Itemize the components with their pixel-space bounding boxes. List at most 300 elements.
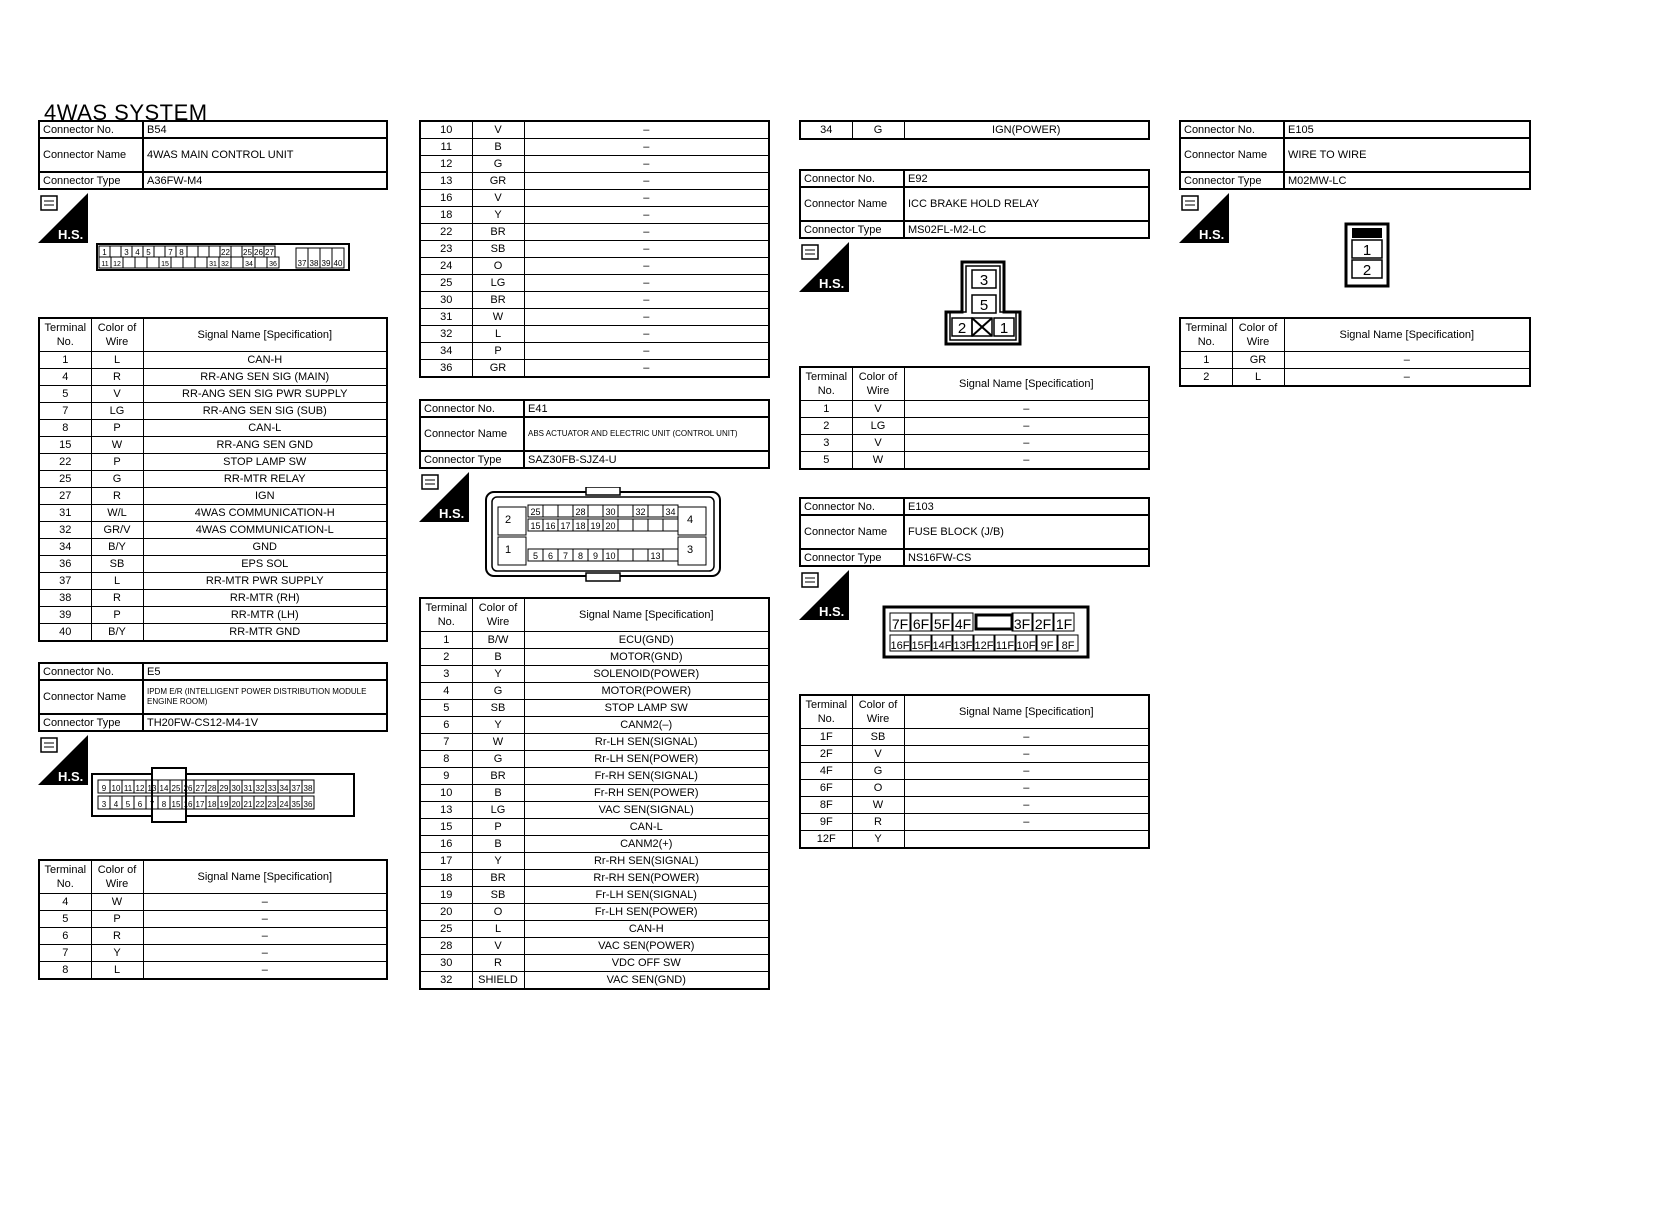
signal-cell: – <box>143 945 387 962</box>
page-title: 4WAS SYSTEM <box>44 100 208 125</box>
pin-cavity <box>198 246 209 257</box>
pin-cavity <box>231 246 242 257</box>
table-row <box>420 258 769 275</box>
pin-label: 7F <box>891 616 909 632</box>
pin-label: 11F <box>995 640 1015 652</box>
signal-cell: – <box>524 173 769 190</box>
hs-text: H.S. <box>819 276 845 291</box>
signal-cell: – <box>524 207 769 224</box>
terminal-cell: 39 <box>39 607 91 624</box>
color-cell: GR/V <box>91 522 143 539</box>
table-row <box>39 894 387 911</box>
table-row <box>39 471 387 488</box>
terminal-cell: 16 <box>420 190 472 207</box>
pin-label: 27 <box>265 248 274 257</box>
pin-label: 30 <box>231 784 241 793</box>
e41-terminal-table <box>419 597 770 990</box>
table-row <box>420 717 769 734</box>
signal-cell: MOTOR(GND) <box>524 649 769 666</box>
color-cell: G <box>472 156 524 173</box>
table-row <box>800 452 1149 470</box>
signal-cell: – <box>143 928 387 945</box>
table-row <box>420 870 769 887</box>
terminal-cell: 6 <box>39 928 91 945</box>
color-cell: LG <box>472 802 524 819</box>
color-cell: R <box>852 814 904 831</box>
signal-cell: – <box>524 309 769 326</box>
pin-label: 16 <box>183 800 193 809</box>
terminal-cell: 1 <box>420 632 472 649</box>
color-cell: Y <box>472 717 524 734</box>
color-cell: B <box>472 785 524 802</box>
terminal-cell: 22 <box>39 454 91 471</box>
color-cell: L <box>472 326 524 343</box>
pin-cavity <box>255 257 267 268</box>
table-row <box>39 607 387 624</box>
signal-cell: – <box>1284 352 1530 369</box>
color-cell: W <box>852 452 904 470</box>
color-cell: BR <box>472 870 524 887</box>
terminal-cell: 18 <box>420 870 472 887</box>
signal-cell: ECU(GND) <box>524 632 769 649</box>
color-cell: BR <box>472 224 524 241</box>
signal-cell: STOP LAMP SW <box>143 454 387 471</box>
e103-terminal-table <box>799 694 1150 849</box>
harness-side-icon <box>38 193 88 243</box>
table-row <box>420 819 769 836</box>
table-row <box>39 437 387 454</box>
e41-header-table <box>419 399 770 469</box>
color-cell: SHIELD <box>472 972 524 990</box>
pin-label: 24 <box>279 800 289 809</box>
color-cell: O <box>852 780 904 797</box>
signal-cell <box>904 831 1149 849</box>
terminal-cell: 32 <box>39 522 91 539</box>
terminal-cell: 20 <box>420 904 472 921</box>
signal-cell: 4WAS COMMUNICATION-L <box>143 522 387 539</box>
table-row <box>420 836 769 853</box>
terminal-cell: 7 <box>39 945 91 962</box>
connector-type-label: Connector Type <box>800 549 904 566</box>
signal-cell: RR-MTR PWR SUPPLY <box>143 573 387 590</box>
terminal-cell: 37 <box>39 573 91 590</box>
pin-label: 6F <box>912 616 930 632</box>
pin-label: 5 <box>979 297 989 314</box>
connector-type-label: Connector Type <box>39 172 143 189</box>
color-cell: W <box>852 797 904 814</box>
pin-cavity <box>209 246 220 257</box>
pin-label: 26 <box>183 784 193 793</box>
table-row <box>800 401 1149 418</box>
signal-cell: – <box>904 452 1149 470</box>
signal-cell: VAC SEN(SIGNAL) <box>524 802 769 819</box>
pin-label: 12F <box>974 640 994 652</box>
pin-label: 3 <box>101 800 107 809</box>
signal-cell: RR-ANG SEN SIG (MAIN) <box>143 369 387 386</box>
pin-label: 23 <box>267 800 277 809</box>
color-cell: BR <box>472 768 524 785</box>
harness-side-icon <box>38 735 88 785</box>
color-cell: B <box>472 139 524 156</box>
pin-label: 14F <box>932 640 952 652</box>
table-row <box>800 746 1149 763</box>
terminal-cell: 8 <box>39 420 91 437</box>
pin-label: 26 <box>254 248 263 257</box>
pin-label: 19 <box>219 800 229 809</box>
color-cell: L <box>91 573 143 590</box>
connector-type-value: M02MW-LC <box>1284 172 1530 189</box>
pin-label: 38 <box>309 259 319 268</box>
terminal-cell: 15 <box>420 819 472 836</box>
pin-label: 4 <box>686 514 694 526</box>
terminal-cell: 10 <box>420 121 472 139</box>
table-row <box>39 539 387 556</box>
pin-label: 17 <box>195 800 205 809</box>
signal-cell: Rr-RH SEN(SIGNAL) <box>524 853 769 870</box>
color-cell: R <box>472 955 524 972</box>
signal-cell: – <box>524 241 769 258</box>
signal-cell: CAN-H <box>524 921 769 938</box>
table-row <box>420 955 769 972</box>
pin-label: 17 <box>560 521 571 531</box>
table-row <box>420 121 769 139</box>
pin-label: 25 <box>171 784 181 793</box>
pin-label: 37 <box>297 259 307 268</box>
table-row <box>800 418 1149 435</box>
terminal-cell: 1 <box>1180 352 1232 369</box>
color-header: Color of Wire <box>91 318 143 352</box>
table-row <box>420 700 769 717</box>
hs-text: H.S. <box>819 604 845 619</box>
terminal-cell: 12 <box>420 156 472 173</box>
pin-label: 7 <box>149 800 155 809</box>
pin-cavity <box>558 505 573 517</box>
color-cell: Y <box>472 666 524 683</box>
color-cell: G <box>472 751 524 768</box>
signal-header: Signal Name [Specification] <box>1284 318 1530 352</box>
e41-connector-diagram <box>478 487 732 583</box>
pin-label: 33 <box>267 784 277 793</box>
table-row <box>39 403 387 420</box>
table-row <box>420 785 769 802</box>
pin-label: 40 <box>333 259 343 268</box>
signal-cell: – <box>143 911 387 928</box>
e103-connector-diagram <box>882 605 1090 659</box>
pin-label: 12 <box>135 784 145 793</box>
terminal-no-header: Terminal No. <box>800 695 852 729</box>
terminal-cell: 13 <box>420 173 472 190</box>
color-cell: R <box>91 590 143 607</box>
connector-no-label: Connector No. <box>420 400 524 417</box>
key-slot <box>976 615 1012 629</box>
connector-name-label: Connector Name <box>420 417 524 451</box>
signal-cell: – <box>524 343 769 360</box>
terminal-cell: 1 <box>800 401 852 418</box>
signal-cell: – <box>524 121 769 139</box>
connector-no-value: E105 <box>1284 121 1530 138</box>
terminal-cell: 16 <box>420 836 472 853</box>
pin-label: 9F <box>1040 640 1054 652</box>
pin-label: 1 <box>504 544 512 556</box>
pin-label: 2 <box>1362 262 1372 279</box>
connector-no-value: E41 <box>524 400 769 417</box>
color-cell: SB <box>472 700 524 717</box>
color-cell: W/L <box>91 505 143 522</box>
connector-no-value: E5 <box>143 663 387 680</box>
pin-label: 20 <box>231 800 241 809</box>
signal-header: Signal Name [Specification] <box>143 318 387 352</box>
e105-connector-diagram <box>1344 222 1390 288</box>
pin-label: 2F <box>1034 616 1052 632</box>
harness-side-icon <box>1179 193 1229 243</box>
connector-type-value: MS02FL-M2-LC <box>904 221 1149 238</box>
pin-label: 25 <box>530 507 541 517</box>
pin-label: 32 <box>221 261 229 268</box>
signal-cell: – <box>524 258 769 275</box>
terminal-cell: 5 <box>420 700 472 717</box>
terminal-cell: 12F <box>800 831 852 849</box>
signal-cell: – <box>524 224 769 241</box>
pin-cavity <box>135 257 147 268</box>
connector-type-label: Connector Type <box>420 451 524 468</box>
table-row <box>420 802 769 819</box>
terminal-cell: 38 <box>39 590 91 607</box>
color-cell: Y <box>472 853 524 870</box>
table-row <box>420 768 769 785</box>
terminal-cell: 4F <box>800 763 852 780</box>
color-cell: P <box>472 343 524 360</box>
table-row <box>420 972 769 990</box>
terminal-cell: 25 <box>39 471 91 488</box>
pin-cavity <box>498 537 526 565</box>
terminal-cell: 32 <box>420 326 472 343</box>
terminal-cell: 30 <box>420 955 472 972</box>
hs-text: H.S. <box>1199 227 1225 242</box>
table-row <box>800 780 1149 797</box>
color-cell: SB <box>852 729 904 746</box>
pin-label: 19 <box>590 521 601 531</box>
pin-label: 11 <box>123 784 133 793</box>
pin-label: 34 <box>279 784 289 793</box>
connector-name-label: Connector Name <box>39 680 143 714</box>
table-row <box>420 666 769 683</box>
terminal-cell: 9F <box>800 814 852 831</box>
signal-cell: – <box>904 763 1149 780</box>
signal-cell: – <box>143 894 387 911</box>
connector-type-value: NS16FW-CS <box>904 549 1149 566</box>
pin-label: 5 <box>146 248 151 257</box>
color-cell: G <box>852 763 904 780</box>
pin-label: 9 <box>592 551 599 561</box>
color-cell: GR <box>1232 352 1284 369</box>
pin-label: 16 <box>545 521 556 531</box>
pin-cavity <box>663 549 678 561</box>
pin-label: 7 <box>562 551 569 561</box>
terminal-no-header: Terminal No. <box>39 318 91 352</box>
table-row <box>800 729 1149 746</box>
signal-cell: CAN-L <box>524 819 769 836</box>
signal-cell: Fr-LH SEN(POWER) <box>524 904 769 921</box>
color-cell: B/W <box>472 632 524 649</box>
table-row <box>800 121 1149 139</box>
pin-label: 10F <box>1016 640 1036 652</box>
color-cell: GR <box>472 360 524 378</box>
color-cell: Y <box>91 945 143 962</box>
pin-label: 18 <box>575 521 586 531</box>
table-row <box>420 139 769 156</box>
pin-label: 36 <box>303 800 313 809</box>
terminal-no-header: Terminal No. <box>420 598 472 632</box>
color-cell: LG <box>91 403 143 420</box>
terminal-no-header: Terminal No. <box>800 367 852 401</box>
pin-cavity <box>648 519 663 531</box>
e92-terminal-table <box>799 366 1150 470</box>
pin-label: 32 <box>255 784 265 793</box>
e5-terminal-table <box>38 859 388 980</box>
connector-name-value: ABS ACTUATOR AND ELECTRIC UNIT (CONTROL UNIT) <box>524 417 769 451</box>
pin-label: 3 <box>686 544 694 556</box>
table-row <box>420 938 769 955</box>
pin-label: 37 <box>291 784 301 793</box>
signal-cell: – <box>524 139 769 156</box>
connector-type-label: Connector Type <box>800 221 904 238</box>
terminal-cell: 17 <box>420 853 472 870</box>
signal-cell: – <box>904 418 1149 435</box>
table-row <box>420 751 769 768</box>
pin-cavity <box>618 519 633 531</box>
signal-cell: – <box>524 326 769 343</box>
table-row <box>39 505 387 522</box>
signal-cell: – <box>904 435 1149 452</box>
connector-type-value: TH20FW-CS12-M4-1V <box>143 714 387 731</box>
pin-label: 15 <box>161 261 169 268</box>
table-row <box>420 224 769 241</box>
signal-cell: – <box>904 746 1149 763</box>
e105-terminal-table <box>1179 317 1531 387</box>
table-row <box>420 734 769 751</box>
connector-no-label: Connector No. <box>39 663 143 680</box>
color-cell: L <box>91 962 143 980</box>
color-cell: LG <box>852 418 904 435</box>
table-row <box>800 435 1149 452</box>
pin-label: 15F <box>911 640 931 652</box>
color-cell: W <box>472 309 524 326</box>
color-header: Color of Wire <box>852 367 904 401</box>
terminal-cell: 8 <box>420 751 472 768</box>
pin-cavity <box>110 246 121 257</box>
harness-side-icon <box>799 242 849 292</box>
signal-cell: – <box>524 292 769 309</box>
signal-cell: – <box>524 156 769 173</box>
terminal-cell: 4 <box>39 369 91 386</box>
color-cell: L <box>1232 369 1284 387</box>
pin-label: 31 <box>209 261 217 268</box>
pin-cavity <box>588 505 603 517</box>
pin-label: 10 <box>605 551 616 561</box>
color-cell: P <box>91 420 143 437</box>
color-cell: B <box>472 649 524 666</box>
table-row <box>1180 369 1530 387</box>
terminal-cell: 2 <box>1180 369 1232 387</box>
signal-cell: VDC OFF SW <box>524 955 769 972</box>
signal-cell: CAN-L <box>143 420 387 437</box>
pin-label: 5F <box>933 616 951 632</box>
pin-label: 15 <box>171 800 181 809</box>
pin-label: 31 <box>243 784 253 793</box>
table-row <box>39 522 387 539</box>
pin-label: 7 <box>168 248 173 257</box>
pin-label: 13 <box>650 551 661 561</box>
table-row <box>420 275 769 292</box>
color-cell: P <box>91 911 143 928</box>
color-cell: V <box>472 938 524 955</box>
signal-header: Signal Name [Specification] <box>904 367 1149 401</box>
b54-connector-diagram <box>96 243 352 273</box>
color-cell: O <box>472 258 524 275</box>
pin-label: 16F <box>890 640 910 652</box>
connector-name-label: Connector Name <box>800 187 904 221</box>
pin-label: 36 <box>269 261 277 268</box>
pin-label: 34 <box>665 507 676 517</box>
terminal-cell: 7 <box>39 403 91 420</box>
pin-cavity <box>663 519 678 531</box>
pin-label: 9 <box>101 784 107 793</box>
signal-cell: CANM2(+) <box>524 836 769 853</box>
e92-connector-diagram <box>944 260 1026 348</box>
connector-type-label: Connector Type <box>1180 172 1284 189</box>
table-row <box>420 309 769 326</box>
color-cell: LG <box>472 275 524 292</box>
signal-header: Signal Name [Specification] <box>143 860 387 894</box>
color-cell: SB <box>472 887 524 904</box>
terminal-cell: 27 <box>39 488 91 505</box>
terminal-cell: 6 <box>420 717 472 734</box>
terminal-cell: 4 <box>39 894 91 911</box>
b54-terminal-table <box>38 317 388 642</box>
signal-cell: RR-MTR (LH) <box>143 607 387 624</box>
color-cell: Y <box>852 831 904 849</box>
terminal-cell: 22 <box>420 224 472 241</box>
color-cell: BR <box>472 292 524 309</box>
e92-header-table <box>799 169 1150 239</box>
table-row <box>39 962 387 980</box>
pin-cavity <box>183 257 195 268</box>
signal-cell: VAC SEN(POWER) <box>524 938 769 955</box>
signal-cell: MOTOR(POWER) <box>524 683 769 700</box>
color-cell: P <box>472 819 524 836</box>
e105-header-table <box>1179 120 1531 190</box>
pin-cavity <box>147 257 159 268</box>
connector-name-label: Connector Name <box>1180 138 1284 172</box>
pin-label: 8 <box>179 248 184 257</box>
table-row <box>800 797 1149 814</box>
table-row <box>39 454 387 471</box>
signal-cell: Fr-RH SEN(POWER) <box>524 785 769 802</box>
pin-cavity <box>618 549 633 561</box>
terminal-cell: 31 <box>420 309 472 326</box>
color-cell: V <box>472 190 524 207</box>
pin-label: 13 <box>147 784 157 793</box>
pin-label: 2 <box>957 320 967 337</box>
signal-cell: RR-MTR GND <box>143 624 387 642</box>
harness-side-icon <box>419 472 469 522</box>
table-row <box>800 831 1149 849</box>
terminal-cell: 31 <box>39 505 91 522</box>
pin-cavity <box>498 507 526 535</box>
terminal-cell: 30 <box>420 292 472 309</box>
pin-cavity <box>187 246 198 257</box>
pin-label: 28 <box>575 507 586 517</box>
